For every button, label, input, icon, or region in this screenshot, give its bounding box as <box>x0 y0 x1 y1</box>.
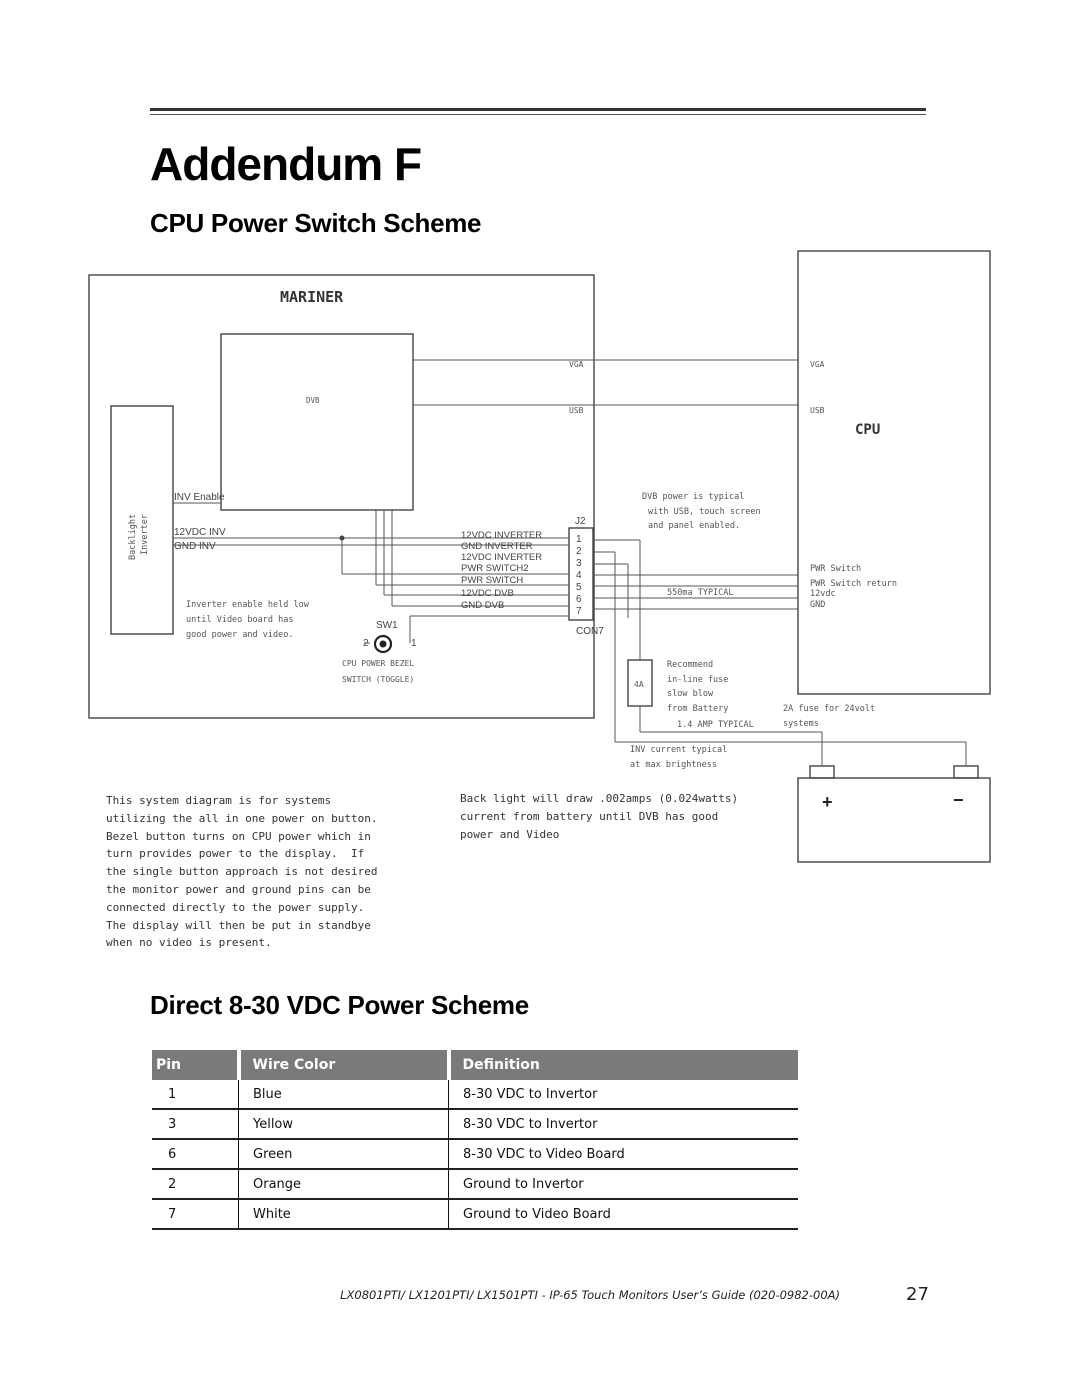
definition-cell: 8-30 VDC to Invertor <box>449 1109 799 1139</box>
wire-color-cell: Orange <box>239 1169 449 1199</box>
inverter-note: good power and video. <box>186 630 294 640</box>
cpu-box <box>798 251 990 694</box>
page-title: Addendum F <box>150 138 422 190</box>
pin-number: 7 <box>576 606 582 617</box>
cpu-pin-label: PWR Switch return <box>810 579 897 589</box>
table-row <box>152 1169 798 1199</box>
battery-minus-label: − <box>953 790 964 810</box>
inverter-note: Inverter enable held low <box>186 600 309 610</box>
column-header-wire-color: Wire Color <box>239 1050 449 1080</box>
cpu-label: CPU <box>855 422 881 438</box>
fuse-note: Recommend <box>667 660 714 670</box>
fuse-label: 4A <box>634 680 644 689</box>
section-heading-direct-power: Direct 8-30 VDC Power Scheme <box>150 990 529 1020</box>
table-row <box>152 1080 798 1109</box>
amp-typical-label: 1.4 AMP TYPICAL <box>677 720 754 730</box>
vga-left-label: VGA <box>569 360 584 369</box>
table-row <box>152 1199 798 1229</box>
inverter-note: until Video board has <box>186 615 294 625</box>
table-row <box>152 1109 798 1139</box>
footer-text: LX0801PTI/ LX1201PTI/ LX1501PTI - IP-65 Touch Monitors User’s Guide (020-0982-00A) <box>340 1288 840 1302</box>
sw1-label: SW1 <box>376 620 398 631</box>
connector-label: GND DVB <box>461 600 505 611</box>
connector-label: PWR SWITCH <box>461 575 524 586</box>
column-header-pin: Pin <box>152 1050 239 1080</box>
battery-terminal-minus <box>954 766 978 778</box>
backlight-label: Backlight <box>128 513 138 560</box>
current-550-label: 550ma TYPICAL <box>667 588 734 598</box>
con7-label: CON7 <box>576 626 604 637</box>
fuse-note: in-line fuse <box>667 675 729 685</box>
wire-color-cell: Green <box>239 1139 449 1169</box>
system-note: This system diagram is for systems utilizing the all in one power on button. Bezel button turns on CPU power which in turn provides power to the display. If the single button approach is not desired the monitor power and ground pins can be connected directly to the power supply. The display will then be put in standbye when no video is present. <box>106 794 378 950</box>
pin-cell: 6 <box>152 1139 239 1169</box>
fuse-note: slow blow <box>667 689 714 699</box>
battery-plus-label: + <box>822 792 833 812</box>
vga-right-label: VGA <box>810 360 825 369</box>
mariner-label: MARINER <box>280 288 344 306</box>
connector-label: 12VDC INVERTER <box>461 530 543 541</box>
definition-cell: Ground to Invertor <box>449 1169 799 1199</box>
dvb-box <box>221 334 413 510</box>
column-header-definition: Definition <box>449 1050 799 1080</box>
pin-cell: 2 <box>152 1169 239 1199</box>
cpu-pin-label: GND <box>810 600 826 610</box>
pin-table <box>152 1050 798 1230</box>
fuse-24v-note: 2A fuse for 24volt <box>783 704 876 714</box>
usb-left-label: USB <box>569 406 584 415</box>
section-heading-cpu-power-switch: CPU Power Switch Scheme <box>150 208 482 238</box>
backlight-note: Back light will draw .002amps (0.024watts) current from battery until DVB has good power and Video <box>460 792 739 841</box>
definition-cell: Ground to Video Board <box>449 1199 799 1229</box>
sw-pin1-label: 1 <box>411 638 417 649</box>
fuse-24v-note: systems <box>783 719 819 729</box>
inv-enable-label: INV Enable <box>174 492 225 503</box>
pin-number: 5 <box>576 582 582 593</box>
cpu-pin-label: PWR Switch <box>810 564 862 574</box>
connector-label: 12VDC DVB <box>461 588 514 599</box>
bezel-note: CPU POWER BEZEL <box>342 659 415 668</box>
table-row <box>152 1139 798 1169</box>
definition-cell: 8-30 VDC to Invertor <box>449 1080 799 1109</box>
connector-labels <box>461 530 542 611</box>
battery-terminal-plus <box>810 766 834 778</box>
connector-label: GND INVERTER <box>461 541 533 552</box>
pin-number: 3 <box>576 558 582 569</box>
pin-cell: 7 <box>152 1199 239 1229</box>
wire-color-cell: White <box>239 1199 449 1229</box>
definition-cell: 8-30 VDC to Video Board <box>449 1139 799 1169</box>
mariner-box <box>89 275 594 718</box>
pin-cell: 3 <box>152 1109 239 1139</box>
pin-number: 1 <box>576 534 582 545</box>
connector-label: 12VDC INVERTER <box>461 552 543 563</box>
page-number: 27 <box>906 1284 929 1305</box>
fuse-note: from Battery <box>667 704 729 714</box>
dvb-power-note: DVB power is typical <box>642 492 745 502</box>
dvb-power-note: and panel enabled. <box>648 521 741 531</box>
dvb-label: DVB <box>306 396 320 405</box>
table-header-row <box>152 1050 798 1080</box>
inv-gnd-label: GND INV <box>174 541 216 552</box>
sw-pin2-label: 2 <box>363 638 369 649</box>
pin-number: 4 <box>576 570 582 581</box>
inv-12vdc-label: 12VDC INV <box>174 527 226 538</box>
bezel-note: SWITCH (TOGGLE) <box>342 675 415 684</box>
junction-dot <box>340 536 345 541</box>
connector-label: PWR SWITCH2 <box>461 563 529 574</box>
pin-cell: 1 <box>152 1080 239 1109</box>
j2-label: J2 <box>575 516 586 527</box>
inv-current-note: at max brightness <box>630 760 717 770</box>
inverter-label: Inverter <box>140 514 150 555</box>
dvb-power-note: with USB, touch screen <box>648 507 761 517</box>
wire-color-cell: Blue <box>239 1080 449 1109</box>
pin-number: 2 <box>576 546 582 557</box>
usb-right-label: USB <box>810 406 825 415</box>
wire-color-cell: Yellow <box>239 1109 449 1139</box>
pin-numbers <box>576 534 582 617</box>
pin-number: 6 <box>576 594 582 605</box>
cpu-pin-label: 12vdc <box>810 589 836 599</box>
inv-current-note: INV current typical <box>630 745 728 755</box>
